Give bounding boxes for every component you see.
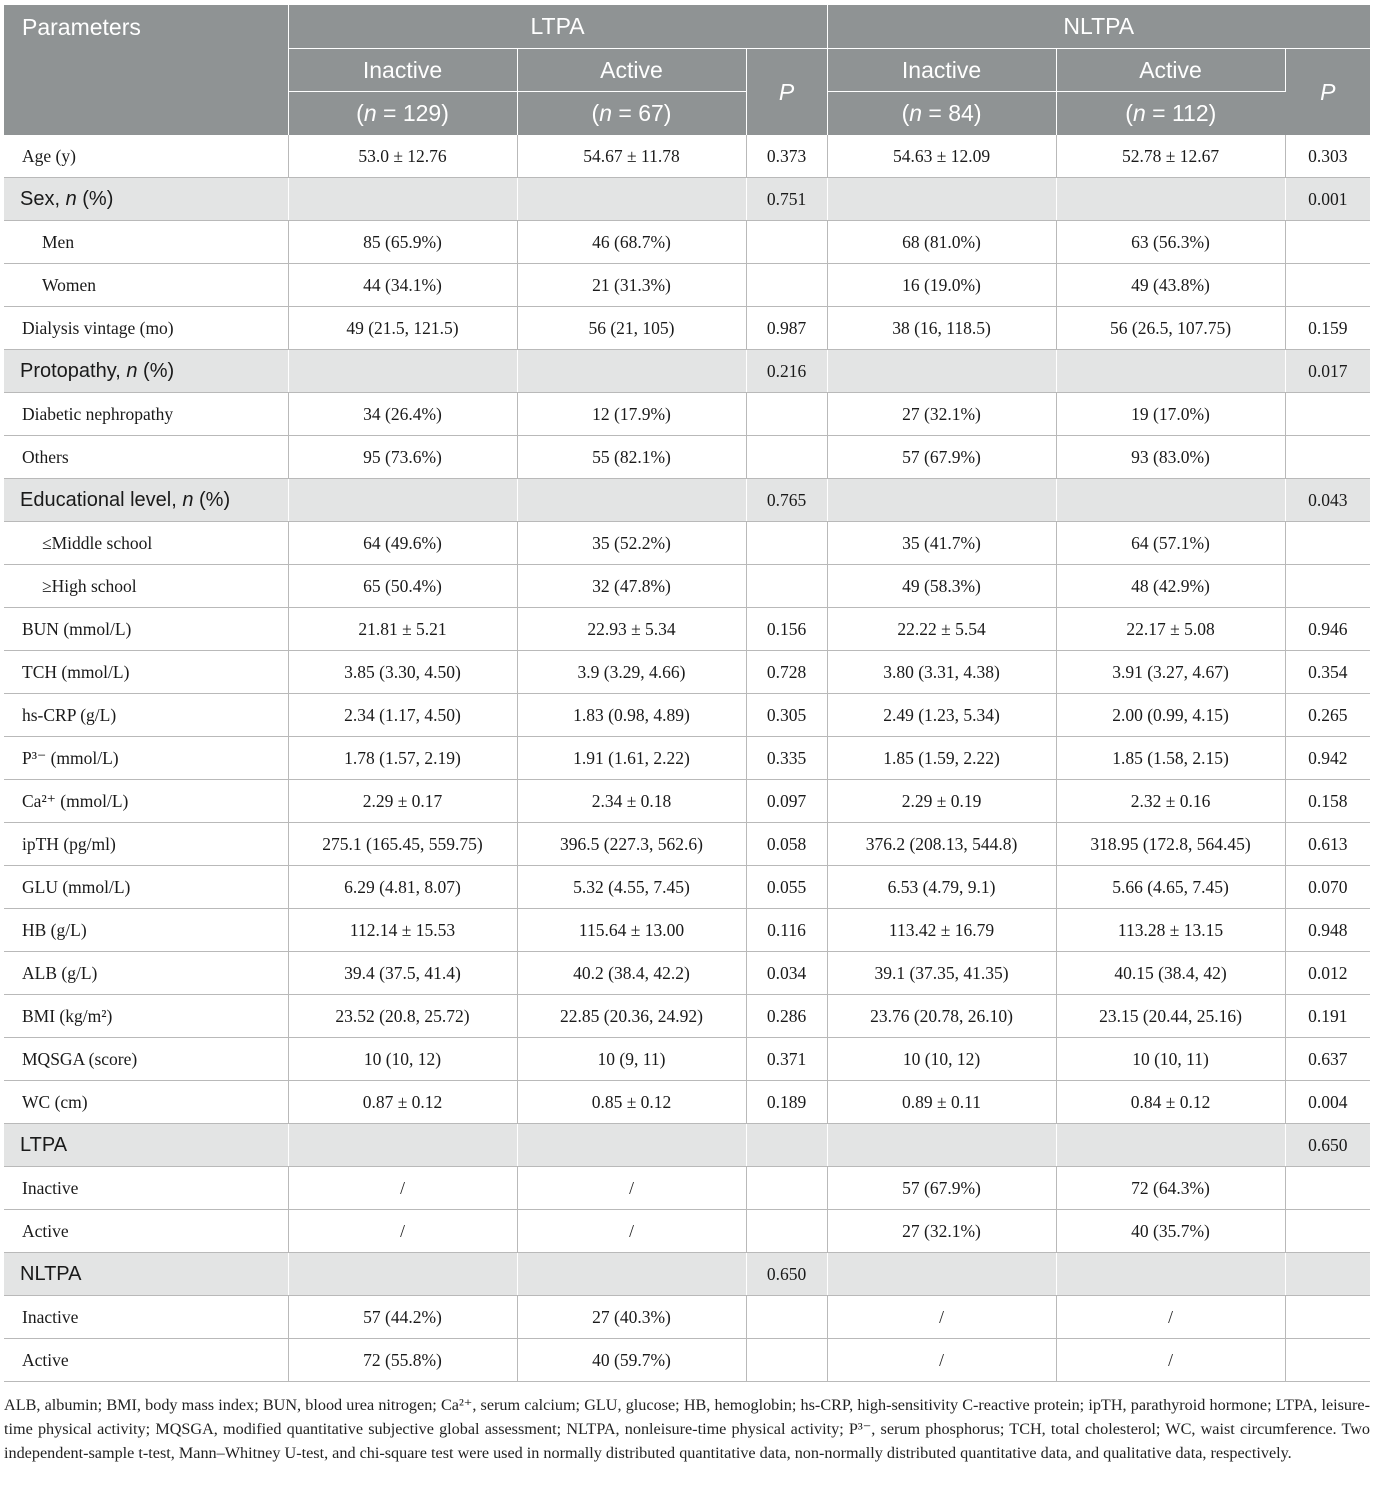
cell-ltpa-inactive: 49 (21.5, 121.5) [288, 307, 517, 350]
cell-nltpa-active: 40.15 (38.4, 42) [1056, 952, 1285, 995]
cell-ltpa-p: 0.373 [746, 135, 827, 178]
cell-ltpa-inactive: 2.29 ± 0.17 [288, 780, 517, 823]
cell-nltpa-active: 40 (35.7%) [1056, 1210, 1285, 1253]
table-row [4, 393, 1370, 436]
cell-nltpa-p: 0.948 [1285, 909, 1370, 952]
cell-ltpa-p [746, 1167, 827, 1210]
cell-ltpa-inactive: 2.34 (1.17, 4.50) [288, 694, 517, 737]
cell-nltpa-p: 0.070 [1285, 866, 1370, 909]
row-label: MQSGA (score) [4, 1038, 288, 1081]
header-nltpa-inactive: Inactive [827, 49, 1056, 92]
cell-nltpa-inactive: 57 (67.9%) [827, 436, 1056, 479]
cell-nltpa-inactive: 38 (16, 118.5) [827, 307, 1056, 350]
cell-ltpa-p [746, 221, 827, 264]
cell-nltpa-active: 5.66 (4.65, 7.45) [1056, 866, 1285, 909]
table-footnote: ALB, albumin; BMI, body mass index; BUN, blood urea nitrogen; Ca²⁺, serum calcium; GLU, glucose; HB, hemoglobin; hs-CRP, high-sensitivity C-reactive protein; ipTH, parathyroid hormone; LTPA, leisure-time physical activity; MQSGA, modified quantitative subjective global assessment; NLTPA, nonleisure-time physical activity; P³⁻, serum phosphorus; TCH, total cholesterol; WC, waist circumference. Two independent-sample t-test, Mann–Whitney U-test, and chi-square test were used in normally distributed quantitative data, non-normally distributed quantitative data, and qualitative data, respectively. [4, 1396, 1370, 1462]
cell-ltpa-active: 12 (17.9%) [517, 393, 746, 436]
cell-ltpa-inactive: 112.14 ± 15.53 [288, 909, 517, 952]
cell-nltpa-inactive: 27 (32.1%) [827, 1210, 1056, 1253]
cell-nltpa-p [1285, 1296, 1370, 1339]
table-row [4, 135, 1370, 178]
cell-nltpa-active [1056, 178, 1285, 221]
row-label: Educational level, n (%) [4, 479, 288, 522]
cell-ltpa-inactive: 72 (55.8%) [288, 1339, 517, 1382]
cell-ltpa-active: 35 (52.2%) [517, 522, 746, 565]
row-label: HB (g/L) [4, 909, 288, 952]
cell-ltpa-active: 40 (59.7%) [517, 1339, 746, 1382]
cell-nltpa-active: 23.15 (20.44, 25.16) [1056, 995, 1285, 1038]
row-label: Men [4, 221, 288, 264]
cell-ltpa-inactive: 95 (73.6%) [288, 436, 517, 479]
row-label: P³⁻ (mmol/L) [4, 737, 288, 780]
table-header [4, 5, 1370, 135]
row-label: Protopathy, n (%) [4, 350, 288, 393]
table-row [4, 1038, 1370, 1081]
header-parameters: Parameters [4, 5, 288, 135]
cell-ltpa-p [746, 522, 827, 565]
cell-nltpa-active: 64 (57.1%) [1056, 522, 1285, 565]
cell-ltpa-p: 0.189 [746, 1081, 827, 1124]
cell-nltpa-p: 0.159 [1285, 307, 1370, 350]
table-row [4, 436, 1370, 479]
cell-nltpa-p [1285, 1253, 1370, 1296]
cell-ltpa-active: 27 (40.3%) [517, 1296, 746, 1339]
cell-ltpa-p: 0.650 [746, 1253, 827, 1296]
table-row [4, 350, 1370, 393]
cell-ltpa-active: 55 (82.1%) [517, 436, 746, 479]
cell-nltpa-inactive: 68 (81.0%) [827, 221, 1056, 264]
table-row [4, 1124, 1370, 1167]
cell-nltpa-active: 63 (56.3%) [1056, 221, 1285, 264]
header-group-ltpa: LTPA [288, 5, 827, 49]
header-ltpa-active-n: (n = 67) [517, 92, 746, 136]
cell-ltpa-inactive: 34 (26.4%) [288, 393, 517, 436]
cell-ltpa-inactive [288, 1253, 517, 1296]
cell-nltpa-inactive: 113.42 ± 16.79 [827, 909, 1056, 952]
cell-nltpa-inactive: 35 (41.7%) [827, 522, 1056, 565]
header-ltpa-p: P [746, 49, 827, 136]
cell-ltpa-inactive: 21.81 ± 5.21 [288, 608, 517, 651]
cell-nltpa-active: 3.91 (3.27, 4.67) [1056, 651, 1285, 694]
cell-ltpa-p: 0.058 [746, 823, 827, 866]
cell-nltpa-active: 1.85 (1.58, 2.15) [1056, 737, 1285, 780]
row-label: Active [4, 1210, 288, 1253]
cell-nltpa-p: 0.001 [1285, 178, 1370, 221]
table-row [4, 909, 1370, 952]
row-label: GLU (mmol/L) [4, 866, 288, 909]
cell-nltpa-active: 318.95 (172.8, 564.45) [1056, 823, 1285, 866]
cell-nltpa-inactive: 22.22 ± 5.54 [827, 608, 1056, 651]
cell-nltpa-active: 113.28 ± 13.15 [1056, 909, 1285, 952]
cell-ltpa-p: 0.751 [746, 178, 827, 221]
cell-ltpa-active: 115.64 ± 13.00 [517, 909, 746, 952]
cell-ltpa-p: 0.987 [746, 307, 827, 350]
cell-nltpa-active: 22.17 ± 5.08 [1056, 608, 1285, 651]
cell-ltpa-p: 0.286 [746, 995, 827, 1038]
table-row [4, 264, 1370, 307]
cell-nltpa-inactive: 2.29 ± 0.19 [827, 780, 1056, 823]
table-row [4, 522, 1370, 565]
cell-ltpa-inactive: 65 (50.4%) [288, 565, 517, 608]
cell-nltpa-p: 0.158 [1285, 780, 1370, 823]
cell-ltpa-active: / [517, 1210, 746, 1253]
cell-nltpa-inactive: 2.49 (1.23, 5.34) [827, 694, 1056, 737]
cell-nltpa-inactive [827, 350, 1056, 393]
cell-nltpa-inactive: 10 (10, 12) [827, 1038, 1056, 1081]
row-label: ALB (g/L) [4, 952, 288, 995]
cell-nltpa-inactive [827, 1124, 1056, 1167]
cell-ltpa-p: 0.371 [746, 1038, 827, 1081]
row-label: Active [4, 1339, 288, 1382]
table-row [4, 1210, 1370, 1253]
cell-nltpa-inactive: 376.2 (208.13, 544.8) [827, 823, 1056, 866]
row-label: ≥High school [4, 565, 288, 608]
cell-nltpa-p: 0.650 [1285, 1124, 1370, 1167]
row-label: ipTH (pg/ml) [4, 823, 288, 866]
cell-ltpa-inactive: 3.85 (3.30, 4.50) [288, 651, 517, 694]
cell-ltpa-active: 396.5 (227.3, 562.6) [517, 823, 746, 866]
cell-nltpa-inactive [827, 479, 1056, 522]
table-row [4, 565, 1370, 608]
cell-ltpa-inactive: 6.29 (4.81, 8.07) [288, 866, 517, 909]
row-label: Women [4, 264, 288, 307]
cell-ltpa-active [517, 1253, 746, 1296]
cell-nltpa-active [1056, 350, 1285, 393]
cell-ltpa-active: 21 (31.3%) [517, 264, 746, 307]
cell-nltpa-p: 0.303 [1285, 135, 1370, 178]
cell-nltpa-inactive: 0.89 ± 0.11 [827, 1081, 1056, 1124]
row-label: Dialysis vintage (mo) [4, 307, 288, 350]
cell-nltpa-inactive: 23.76 (20.78, 26.10) [827, 995, 1056, 1038]
cell-nltpa-p [1285, 1167, 1370, 1210]
cell-nltpa-active: / [1056, 1339, 1285, 1382]
cell-nltpa-p: 0.613 [1285, 823, 1370, 866]
table-row [4, 1296, 1370, 1339]
cell-ltpa-inactive: 44 (34.1%) [288, 264, 517, 307]
row-label: Diabetic nephropathy [4, 393, 288, 436]
table-row [4, 221, 1370, 264]
row-label: Age (y) [4, 135, 288, 178]
cell-ltpa-p [746, 1210, 827, 1253]
cell-ltpa-p [746, 1296, 827, 1339]
cell-ltpa-p: 0.335 [746, 737, 827, 780]
header-nltpa-active-n: (n = 112) [1056, 92, 1285, 136]
table-row [4, 307, 1370, 350]
cell-nltpa-active: 2.00 (0.99, 4.15) [1056, 694, 1285, 737]
cell-ltpa-active: 5.32 (4.55, 7.45) [517, 866, 746, 909]
cell-ltpa-inactive: 57 (44.2%) [288, 1296, 517, 1339]
cell-ltpa-p [746, 264, 827, 307]
table-row [4, 995, 1370, 1038]
table-row [4, 823, 1370, 866]
row-label: Others [4, 436, 288, 479]
cell-ltpa-inactive [288, 479, 517, 522]
cell-nltpa-inactive: 49 (58.3%) [827, 565, 1056, 608]
cell-ltpa-active: 0.85 ± 0.12 [517, 1081, 746, 1124]
cell-nltpa-active [1056, 479, 1285, 522]
row-label: NLTPA [4, 1253, 288, 1296]
cell-ltpa-p: 0.116 [746, 909, 827, 952]
cell-nltpa-inactive: 6.53 (4.79, 9.1) [827, 866, 1056, 909]
cell-ltpa-active [517, 350, 746, 393]
table-row [4, 737, 1370, 780]
table-row [4, 178, 1370, 221]
cell-nltpa-p [1285, 436, 1370, 479]
header-ltpa-inactive-n: (n = 129) [288, 92, 517, 136]
cell-nltpa-inactive [827, 1253, 1056, 1296]
cell-nltpa-inactive: 3.80 (3.31, 4.38) [827, 651, 1056, 694]
cell-nltpa-inactive: 57 (67.9%) [827, 1167, 1056, 1210]
cell-nltpa-p [1285, 522, 1370, 565]
cell-nltpa-p: 0.265 [1285, 694, 1370, 737]
row-label: Inactive [4, 1296, 288, 1339]
row-label: TCH (mmol/L) [4, 651, 288, 694]
cell-ltpa-p [746, 1339, 827, 1382]
row-label: Inactive [4, 1167, 288, 1210]
cell-ltpa-p: 0.034 [746, 952, 827, 995]
cell-ltpa-active: 56 (21, 105) [517, 307, 746, 350]
cell-ltpa-inactive [288, 178, 517, 221]
cell-nltpa-active: 0.84 ± 0.12 [1056, 1081, 1285, 1124]
cell-nltpa-p: 0.637 [1285, 1038, 1370, 1081]
cell-nltpa-p: 0.942 [1285, 737, 1370, 780]
cell-ltpa-inactive [288, 350, 517, 393]
cell-ltpa-p: 0.305 [746, 694, 827, 737]
cell-nltpa-active: 48 (42.9%) [1056, 565, 1285, 608]
row-label: LTPA [4, 1124, 288, 1167]
cell-nltpa-active: 52.78 ± 12.67 [1056, 135, 1285, 178]
header-nltpa-inactive-n: (n = 84) [827, 92, 1056, 136]
cell-nltpa-active: 49 (43.8%) [1056, 264, 1285, 307]
header-nltpa-active: Active [1056, 49, 1285, 92]
cell-nltpa-p: 0.191 [1285, 995, 1370, 1038]
cell-nltpa-p: 0.354 [1285, 651, 1370, 694]
cell-ltpa-p [746, 393, 827, 436]
cell-nltpa-inactive: 16 (19.0%) [827, 264, 1056, 307]
cell-ltpa-p: 0.097 [746, 780, 827, 823]
cell-ltpa-active [517, 1124, 746, 1167]
cell-nltpa-p [1285, 565, 1370, 608]
cell-nltpa-inactive: 27 (32.1%) [827, 393, 1056, 436]
cell-nltpa-p: 0.017 [1285, 350, 1370, 393]
cell-ltpa-active [517, 479, 746, 522]
table-row [4, 608, 1370, 651]
table-row [4, 1253, 1370, 1296]
cell-ltpa-inactive: / [288, 1210, 517, 1253]
cell-ltpa-active: / [517, 1167, 746, 1210]
header-ltpa-inactive: Inactive [288, 49, 517, 92]
cell-nltpa-active: 19 (17.0%) [1056, 393, 1285, 436]
cell-ltpa-inactive: 64 (49.6%) [288, 522, 517, 565]
row-label: BMI (kg/m²) [4, 995, 288, 1038]
cell-ltpa-active: 1.83 (0.98, 4.89) [517, 694, 746, 737]
cell-ltpa-inactive [288, 1124, 517, 1167]
cell-nltpa-active [1056, 1253, 1285, 1296]
cell-ltpa-inactive: 275.1 (165.45, 559.75) [288, 823, 517, 866]
cell-ltpa-active: 10 (9, 11) [517, 1038, 746, 1081]
cell-ltpa-p: 0.728 [746, 651, 827, 694]
cell-nltpa-active [1056, 1124, 1285, 1167]
cell-ltpa-active: 54.67 ± 11.78 [517, 135, 746, 178]
cell-nltpa-active: 93 (83.0%) [1056, 436, 1285, 479]
cell-ltpa-p: 0.765 [746, 479, 827, 522]
table-row [4, 780, 1370, 823]
cell-nltpa-p [1285, 264, 1370, 307]
table-row [4, 479, 1370, 522]
cell-nltpa-p: 0.043 [1285, 479, 1370, 522]
row-label: WC (cm) [4, 1081, 288, 1124]
cell-ltpa-active: 3.9 (3.29, 4.66) [517, 651, 746, 694]
cell-nltpa-inactive: 54.63 ± 12.09 [827, 135, 1056, 178]
cell-nltpa-p [1285, 393, 1370, 436]
cell-nltpa-p [1285, 221, 1370, 264]
table-row [4, 952, 1370, 995]
row-label: ≤Middle school [4, 522, 288, 565]
row-label: Ca²⁺ (mmol/L) [4, 780, 288, 823]
cell-nltpa-p: 0.012 [1285, 952, 1370, 995]
table-row [4, 651, 1370, 694]
cell-ltpa-inactive: 1.78 (1.57, 2.19) [288, 737, 517, 780]
cell-ltpa-p [746, 436, 827, 479]
header-ltpa-active: Active [517, 49, 746, 92]
cell-ltpa-inactive: 85 (65.9%) [288, 221, 517, 264]
cell-ltpa-active: 32 (47.8%) [517, 565, 746, 608]
header-group-nltpa: NLTPA [827, 5, 1370, 49]
cell-ltpa-active: 22.85 (20.36, 24.92) [517, 995, 746, 1038]
row-label: hs-CRP (g/L) [4, 694, 288, 737]
cell-nltpa-active: 10 (10, 11) [1056, 1038, 1285, 1081]
table-row [4, 866, 1370, 909]
table-row [4, 694, 1370, 737]
cell-nltpa-p: 0.004 [1285, 1081, 1370, 1124]
cell-ltpa-p [746, 565, 827, 608]
cell-ltpa-p: 0.156 [746, 608, 827, 651]
cell-ltpa-inactive: 10 (10, 12) [288, 1038, 517, 1081]
cell-ltpa-active: 2.34 ± 0.18 [517, 780, 746, 823]
cell-nltpa-p: 0.946 [1285, 608, 1370, 651]
header-nltpa-p: P [1285, 49, 1370, 136]
baseline-characteristics-table [4, 5, 1370, 1382]
cell-ltpa-active [517, 178, 746, 221]
cell-ltpa-inactive: 53.0 ± 12.76 [288, 135, 517, 178]
cell-nltpa-inactive: 1.85 (1.59, 2.22) [827, 737, 1056, 780]
cell-ltpa-inactive: 39.4 (37.5, 41.4) [288, 952, 517, 995]
cell-nltpa-inactive: / [827, 1339, 1056, 1382]
cell-ltpa-active: 46 (68.7%) [517, 221, 746, 264]
cell-ltpa-p [746, 1124, 827, 1167]
cell-ltpa-active: 1.91 (1.61, 2.22) [517, 737, 746, 780]
table-body [4, 135, 1370, 1382]
cell-nltpa-p [1285, 1339, 1370, 1382]
cell-ltpa-inactive: 23.52 (20.8, 25.72) [288, 995, 517, 1038]
cell-nltpa-active: 72 (64.3%) [1056, 1167, 1285, 1210]
cell-ltpa-p: 0.216 [746, 350, 827, 393]
cell-nltpa-inactive: / [827, 1296, 1056, 1339]
cell-ltpa-p: 0.055 [746, 866, 827, 909]
table-row [4, 1167, 1370, 1210]
row-label: Sex, n (%) [4, 178, 288, 221]
cell-ltpa-active: 40.2 (38.4, 42.2) [517, 952, 746, 995]
cell-nltpa-p [1285, 1210, 1370, 1253]
cell-nltpa-active: 56 (26.5, 107.75) [1056, 307, 1285, 350]
cell-ltpa-inactive: 0.87 ± 0.12 [288, 1081, 517, 1124]
table-row [4, 1081, 1370, 1124]
cell-ltpa-inactive: / [288, 1167, 517, 1210]
cell-ltpa-active: 22.93 ± 5.34 [517, 608, 746, 651]
cell-nltpa-inactive: 39.1 (37.35, 41.35) [827, 952, 1056, 995]
table-row [4, 1339, 1370, 1382]
cell-nltpa-inactive [827, 178, 1056, 221]
cell-nltpa-active: / [1056, 1296, 1285, 1339]
row-label: BUN (mmol/L) [4, 608, 288, 651]
cell-nltpa-active: 2.32 ± 0.16 [1056, 780, 1285, 823]
